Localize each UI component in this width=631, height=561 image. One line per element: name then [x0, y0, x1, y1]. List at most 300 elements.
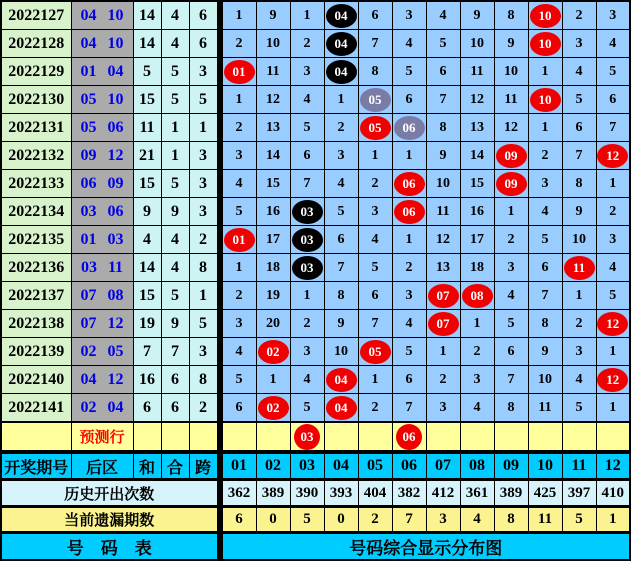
period-cell: 2022130 [1, 86, 71, 114]
miss-count-cell [358, 58, 392, 86]
miss-count: 2 [575, 315, 583, 331]
current-miss-value: 6 [222, 507, 256, 533]
current-miss-value: 8 [494, 507, 528, 533]
miss-count: 7 [507, 371, 515, 387]
miss-count-cell [358, 310, 392, 338]
miss-count-cell [256, 254, 290, 282]
miss-count-cell [222, 394, 256, 423]
miss-count-cell [222, 310, 256, 338]
number-ball-red: 10 [530, 88, 561, 112]
sum-cell: 15 [133, 282, 161, 310]
miss-count: 6 [541, 259, 549, 275]
column-header-number: 01 [222, 452, 256, 480]
miss-count: 4 [439, 7, 447, 23]
miss-count-cell [324, 310, 358, 338]
number-cell [358, 86, 392, 114]
miss-count-cell [222, 170, 256, 198]
miss-count-cell [460, 226, 494, 254]
miss-count-cell [324, 170, 358, 198]
miss-count-cell [256, 142, 290, 170]
number-cell [290, 254, 324, 282]
miss-count-cell [426, 142, 460, 170]
chart-table-body [1, 1, 630, 560]
miss-count: 3 [609, 7, 617, 23]
miss-count-cell [290, 170, 324, 198]
span-cell: 5 [189, 310, 217, 338]
column-header-row [1, 452, 630, 480]
empty-cell [528, 422, 562, 452]
miss-count: 2 [507, 231, 515, 247]
number-ball-red: 06 [396, 424, 422, 450]
number-cell [528, 30, 562, 58]
miss-count-cell [222, 86, 256, 114]
miss-count: 1 [507, 203, 515, 219]
miss-count-cell [596, 170, 630, 198]
column-header-number: 08 [460, 452, 494, 480]
number-ball-red: 04 [326, 396, 357, 420]
history-count-value: 361 [460, 480, 494, 507]
miss-count-cell [222, 254, 256, 282]
miss-count: 5 [235, 371, 243, 387]
miss-count: 4 [575, 371, 583, 387]
history-count-value: 425 [528, 480, 562, 507]
number-cell [256, 338, 290, 366]
empty-cell [222, 422, 256, 452]
miss-count-cell [222, 1, 256, 30]
miss-count: 8 [507, 399, 515, 415]
miss-count: 1 [541, 63, 549, 79]
table-row [1, 170, 630, 198]
period-cell: 2022127 [1, 1, 71, 30]
period-cell: 2022134 [1, 198, 71, 226]
miss-count: 6 [337, 231, 345, 247]
current-miss-value: 7 [392, 507, 426, 533]
current-miss-value: 11 [528, 507, 562, 533]
miss-count-cell [392, 1, 426, 30]
miss-count: 4 [337, 175, 345, 191]
number-cell [596, 310, 630, 338]
miss-count: 7 [575, 147, 583, 163]
miss-count: 3 [575, 343, 583, 359]
number-cell [426, 282, 460, 310]
number-ball-red: 09 [496, 144, 527, 168]
miss-count-cell [494, 282, 528, 310]
miss-count-cell [460, 30, 494, 58]
miss-count: 13 [266, 119, 280, 135]
miss-count: 10 [470, 35, 484, 51]
number-ball-red: 06 [394, 172, 425, 196]
rear-numbers-cell: 05 06 [71, 114, 133, 142]
miss-count: 10 [334, 343, 348, 359]
miss-count: 7 [303, 175, 311, 191]
sum-cell: 14 [133, 30, 161, 58]
miss-count-cell [290, 58, 324, 86]
miss-count: 20 [266, 315, 280, 331]
sum-cell: 9 [133, 198, 161, 226]
table-row [1, 226, 630, 254]
miss-count-cell [426, 114, 460, 142]
miss-count: 11 [436, 203, 450, 219]
miss-count: 1 [541, 119, 549, 135]
miss-count-cell [358, 142, 392, 170]
miss-count-cell [222, 338, 256, 366]
miss-count: 1 [303, 7, 311, 23]
miss-count-cell [426, 198, 460, 226]
miss-count: 9 [507, 35, 515, 51]
miss-count-cell [460, 86, 494, 114]
miss-count-cell [562, 86, 596, 114]
miss-count-cell [392, 30, 426, 58]
miss-count-cell [460, 366, 494, 394]
span-cell: 1 [189, 282, 217, 310]
miss-count-cell [562, 338, 596, 366]
miss-count: 11 [504, 91, 518, 107]
miss-count-cell [562, 30, 596, 58]
miss-count-cell [494, 226, 528, 254]
miss-count-cell [596, 86, 630, 114]
column-header-number: 09 [494, 452, 528, 480]
miss-count: 1 [473, 315, 481, 331]
miss-count-cell [596, 394, 630, 423]
miss-count: 6 [439, 63, 447, 79]
miss-count-cell [256, 1, 290, 30]
miss-count-cell [324, 142, 358, 170]
miss-count: 3 [507, 259, 515, 275]
number-cell [358, 338, 392, 366]
miss-count-cell [392, 86, 426, 114]
sum-tail-cell: 4 [161, 226, 189, 254]
miss-count: 4 [303, 371, 311, 387]
miss-count: 1 [575, 287, 583, 303]
miss-count: 10 [436, 175, 450, 191]
sum-cell: 14 [133, 1, 161, 30]
miss-count: 4 [609, 35, 617, 51]
miss-count-cell [460, 170, 494, 198]
miss-count-cell [392, 366, 426, 394]
miss-count-cell [222, 30, 256, 58]
miss-count: 13 [436, 259, 450, 275]
miss-count-cell [562, 366, 596, 394]
miss-count-cell [256, 226, 290, 254]
number-ball-red: 07 [428, 284, 459, 308]
miss-count: 10 [504, 63, 518, 79]
miss-count-cell [426, 30, 460, 58]
span-cell: 6 [189, 30, 217, 58]
miss-count-cell [460, 1, 494, 30]
miss-count: 9 [269, 7, 277, 23]
miss-count: 6 [235, 399, 243, 415]
sum-tail-cell: 4 [161, 30, 189, 58]
period-cell: 2022135 [1, 226, 71, 254]
miss-count-cell [256, 86, 290, 114]
miss-count-cell [596, 254, 630, 282]
empty-cell [324, 422, 358, 452]
number-cell [528, 86, 562, 114]
current-miss-value: 5 [562, 507, 596, 533]
empty-cell [161, 422, 189, 452]
period-cell: 2022137 [1, 282, 71, 310]
rear-numbers-cell: 06 09 [71, 170, 133, 198]
miss-count-cell [528, 394, 562, 423]
miss-count: 13 [470, 119, 484, 135]
number-ball-red: 12 [597, 312, 628, 336]
miss-count-cell [460, 394, 494, 423]
miss-count-cell [562, 1, 596, 30]
current-miss-value: 3 [426, 507, 460, 533]
column-header-rear: 后区 [71, 452, 133, 480]
sum-cell: 6 [133, 394, 161, 423]
miss-count-cell [222, 142, 256, 170]
miss-count-cell [426, 58, 460, 86]
miss-count: 9 [575, 203, 583, 219]
miss-count-cell [494, 338, 528, 366]
miss-count-cell [528, 58, 562, 86]
number-cell [290, 422, 324, 452]
miss-count-cell [528, 114, 562, 142]
miss-count: 1 [269, 371, 277, 387]
number-ball-red: 07 [428, 312, 459, 336]
miss-count-cell [596, 198, 630, 226]
column-header-number: 10 [528, 452, 562, 480]
current-miss-value: 4 [460, 507, 494, 533]
miss-count-cell [562, 114, 596, 142]
miss-count: 6 [609, 91, 617, 107]
miss-count: 5 [507, 315, 515, 331]
miss-count: 12 [266, 91, 280, 107]
number-cell [392, 114, 426, 142]
number-cell [324, 366, 358, 394]
period-cell: 2022128 [1, 30, 71, 58]
miss-count: 8 [507, 7, 515, 23]
rear-numbers-cell: 04 10 [71, 30, 133, 58]
number-cell [392, 170, 426, 198]
history-count-value: 389 [256, 480, 290, 507]
sum-tail-cell: 9 [161, 198, 189, 226]
period-cell: 2022136 [1, 254, 71, 282]
number-cell [222, 58, 256, 86]
miss-count: 9 [473, 7, 481, 23]
miss-count: 14 [470, 147, 484, 163]
miss-count-cell [256, 170, 290, 198]
miss-count-cell [358, 282, 392, 310]
miss-count: 5 [575, 399, 583, 415]
miss-count: 2 [609, 203, 617, 219]
miss-count-cell [528, 366, 562, 394]
miss-count-cell [324, 282, 358, 310]
prediction-label: 预测行 [71, 422, 133, 452]
number-ball-gray: 05 [360, 88, 391, 112]
span-cell: 6 [189, 1, 217, 30]
empty-cell [460, 422, 494, 452]
miss-count-cell [596, 58, 630, 86]
miss-count: 11 [538, 399, 552, 415]
miss-count: 9 [439, 147, 447, 163]
miss-count-cell [562, 58, 596, 86]
miss-count: 18 [470, 259, 484, 275]
miss-count: 6 [405, 371, 413, 387]
miss-count: 18 [266, 259, 280, 275]
prediction-row [1, 422, 630, 452]
number-cell [562, 254, 596, 282]
empty-cell [494, 422, 528, 452]
period-cell: 2022131 [1, 114, 71, 142]
column-header-sum: 和 [133, 452, 161, 480]
sum-cell: 16 [133, 366, 161, 394]
miss-count-cell [460, 338, 494, 366]
miss-count-cell [222, 198, 256, 226]
number-ball-gray: 06 [394, 116, 425, 140]
rear-numbers-cell: 04 10 [71, 1, 133, 30]
empty-cell [562, 422, 596, 452]
miss-count: 7 [541, 287, 549, 303]
miss-count: 11 [470, 63, 484, 79]
rear-numbers-cell: 02 04 [71, 394, 133, 423]
bottom-title-row [1, 533, 630, 561]
miss-count: 17 [470, 231, 484, 247]
miss-count: 7 [439, 91, 447, 107]
miss-count-cell [358, 366, 392, 394]
miss-count-cell [256, 198, 290, 226]
history-count-value: 389 [494, 480, 528, 507]
miss-count: 15 [266, 175, 280, 191]
miss-count: 2 [337, 119, 345, 135]
number-ball-red: 02 [258, 396, 289, 420]
miss-count: 12 [504, 119, 518, 135]
miss-count-cell [562, 170, 596, 198]
miss-count: 4 [575, 63, 583, 79]
number-cell [426, 310, 460, 338]
miss-count-cell [426, 226, 460, 254]
sum-tail-cell: 5 [161, 86, 189, 114]
miss-count: 5 [541, 231, 549, 247]
number-cell [596, 142, 630, 170]
span-cell: 8 [189, 366, 217, 394]
miss-count: 4 [235, 175, 243, 191]
table-row [1, 338, 630, 366]
miss-count: 5 [439, 35, 447, 51]
miss-count-cell [562, 198, 596, 226]
number-ball-red: 03 [294, 424, 320, 450]
number-ball-red: 01 [224, 60, 255, 84]
miss-count: 5 [371, 259, 379, 275]
number-table-label: 号 码 表 [1, 533, 217, 561]
miss-count: 5 [303, 399, 311, 415]
miss-count: 6 [507, 343, 515, 359]
number-ball-black: 03 [292, 200, 323, 224]
miss-count: 11 [266, 63, 280, 79]
miss-count: 1 [371, 371, 379, 387]
miss-count-cell [562, 394, 596, 423]
miss-count-cell [494, 30, 528, 58]
sum-cell: 15 [133, 86, 161, 114]
column-header-number: 05 [358, 452, 392, 480]
table-row [1, 58, 630, 86]
sum-cell: 7 [133, 338, 161, 366]
empty-cell [596, 422, 630, 452]
number-ball-red: 12 [597, 144, 628, 168]
miss-count-cell [528, 198, 562, 226]
miss-count: 4 [235, 343, 243, 359]
number-cell [358, 114, 392, 142]
period-cell: 2022140 [1, 366, 71, 394]
column-header-number: 03 [290, 452, 324, 480]
rear-numbers-cell: 01 04 [71, 58, 133, 86]
miss-count-cell [256, 30, 290, 58]
number-cell [222, 226, 256, 254]
miss-count: 10 [538, 371, 552, 387]
span-cell: 5 [189, 86, 217, 114]
miss-count-cell [426, 1, 460, 30]
miss-count-cell [358, 394, 392, 423]
miss-count-cell [256, 58, 290, 86]
number-cell [392, 198, 426, 226]
miss-count-cell [222, 366, 256, 394]
history-count-value: 390 [290, 480, 324, 507]
history-count-value: 410 [596, 480, 630, 507]
miss-count-cell [562, 142, 596, 170]
span-cell: 3 [189, 338, 217, 366]
table-row [1, 394, 630, 423]
miss-count-cell [494, 254, 528, 282]
miss-count: 1 [303, 287, 311, 303]
column-header-number: 06 [392, 452, 426, 480]
miss-count-cell [290, 394, 324, 423]
miss-count: 2 [473, 343, 481, 359]
table-row [1, 142, 630, 170]
miss-count: 2 [303, 35, 311, 51]
miss-count: 4 [507, 287, 515, 303]
miss-count-cell [596, 282, 630, 310]
miss-count: 2 [371, 175, 379, 191]
rear-numbers-cell: 07 12 [71, 310, 133, 338]
miss-count: 10 [572, 231, 586, 247]
miss-count-cell [494, 366, 528, 394]
number-ball-red: 04 [326, 368, 357, 392]
number-cell [596, 366, 630, 394]
miss-count-cell [460, 58, 494, 86]
history-count-label: 历史开出次数 [1, 480, 217, 507]
miss-count-cell [460, 254, 494, 282]
miss-count-cell [290, 30, 324, 58]
current-miss-value: 5 [290, 507, 324, 533]
miss-count: 9 [541, 343, 549, 359]
column-header-number: 02 [256, 452, 290, 480]
table-row [1, 198, 630, 226]
number-ball-black: 04 [326, 4, 357, 28]
miss-count-cell [494, 86, 528, 114]
miss-count-cell [528, 170, 562, 198]
miss-count-cell [562, 226, 596, 254]
miss-count: 15 [470, 175, 484, 191]
current-miss-label: 当前遗漏期数 [1, 507, 217, 533]
miss-count: 2 [235, 287, 243, 303]
miss-count: 2 [439, 371, 447, 387]
miss-count: 3 [337, 147, 345, 163]
miss-count-cell [358, 1, 392, 30]
miss-count: 4 [405, 35, 413, 51]
miss-count: 5 [609, 63, 617, 79]
sum-cell: 5 [133, 58, 161, 86]
miss-count-cell [494, 1, 528, 30]
empty-cell [189, 422, 217, 452]
miss-count: 7 [371, 35, 379, 51]
number-ball-black: 03 [292, 256, 323, 280]
miss-count: 2 [541, 147, 549, 163]
miss-count: 6 [405, 91, 413, 107]
miss-count-cell [290, 1, 324, 30]
number-cell [528, 1, 562, 30]
number-ball-red: 01 [224, 228, 255, 252]
